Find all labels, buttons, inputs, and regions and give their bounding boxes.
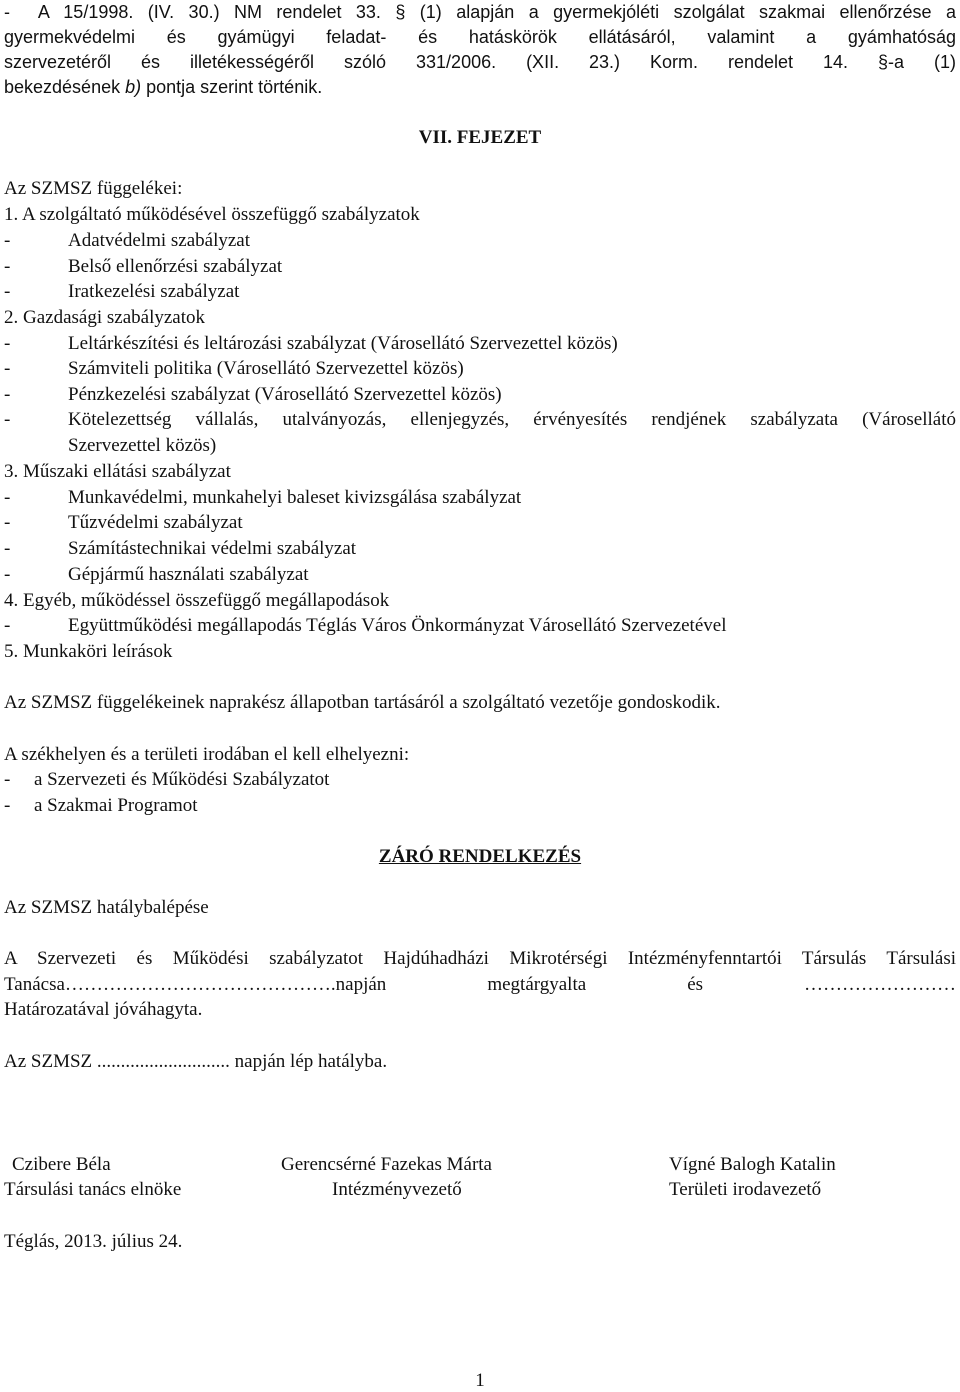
approval-line-3: Határozatával jóváhagyta. [4,999,203,1020]
list-item: - Együttműködési megállapodás Téglás Város Önkormányzat Városellátó Szervezetével [4,615,727,636]
intro-line-3: szervezetéről és illetékességéről szóló 331/2006. (XII. 23.) Korm. rendelet 14. §-a (1) [4,52,956,72]
list-item: - a Szervezeti és Működési Szabályzatot [4,769,330,790]
page-number: 1 [475,1370,485,1391]
list-item-continuation: Szervezettel közös) [68,435,217,456]
list-item: - Számítástechnikai védelmi szabályzat [4,538,357,559]
approval-line-1: A Szervezeti és Működési szabályzatot Hajdúhadházi Mikrotérségi Intézményfenntartói Társulás Társulási [4,948,956,969]
place-date: Téglás, 2013. július 24. [4,1231,183,1252]
signature-name: Gerencsérné Fazekas Márta [281,1154,492,1175]
maintenance-note: Az SZMSZ függelékeinek naprakész állapotban tartásáról a szolgáltató vezetője gondoskodik. [4,692,721,713]
closing-title: ZÁRÓ RENDELKEZÉS [378,846,582,867]
signature-role: Területi irodavezető [669,1179,822,1200]
list-item: - Pénzkezelési szabályzat (Városellátó Szervezettel közös) [4,384,502,405]
signature-role: Intézményvezető [332,1179,462,1200]
list-item: - Munkavédelmi, munkahelyi baleset kivizsgálása szabályzat [4,487,522,508]
appendix-heading: Az SZMSZ függelékei: [4,178,183,199]
appendix-group-title: 1. A szolgáltató működésével összefüggő szabályzatok [4,204,420,225]
list-item: - Kötelezettség vállalás, utalványozás, ellenjegyzés, érvényesítés rendjének szabályzata (Városellátó [4,409,956,430]
approval-line-2: Tanácsa…………………………………….napján megtárgyalta és …………………… [4,974,957,995]
signature-name: Vígné Balogh Katalin [669,1154,836,1175]
list-item: - Leltárkészítési és leltározási szabályzat (Városellátó Szervezettel közös) [4,333,618,354]
appendix-group-title: 2. Gazdasági szabályzatok [4,307,205,328]
appendix-group-title: 5. Munkaköri leírások [4,641,173,662]
chapter-title: VII. FEJEZET [418,127,542,148]
list-item: - Gépjármű használati szabályzat [4,564,309,585]
effective-date: Az SZMSZ ............................ napján lép hatályba. [4,1051,388,1072]
effect-heading: Az SZMSZ hatálybalépése [4,897,209,918]
signature-role: Társulási tanács elnöke [4,1179,182,1200]
appendix-group-title: 4. Egyéb, működéssel összefüggő megállapodások [4,590,390,611]
list-item: - Adatvédelmi szabályzat [4,230,251,251]
list-item: - a Szakmai Programot [4,795,198,816]
intro-line-4: bekezdésének b) pontja szerint történik. [4,77,323,97]
placement-heading: A székhelyen és a területi irodában el kell elhelyezni: [4,744,410,765]
intro-line-2: gyermekvédelmi és gyámügyi feladat- és hatáskörök ellátásáról, valamint a gyámhatóság [4,27,956,47]
list-item: - Iratkezelési szabályzat [4,281,240,302]
appendix-group-title: 3. Műszaki ellátási szabályzat [4,461,231,482]
list-item: - Belső ellenőrzési szabályzat [4,256,283,277]
list-item: - Számviteli politika (Városellátó Szervezettel közös) [4,358,464,379]
signature-name: Czibere Béla [12,1154,111,1175]
list-item: - Tűzvédelmi szabályzat [4,512,243,533]
intro-line-1: - A 15/1998. (IV. 30.) NM rendelet 33. § (1) alapján a gyermekjóléti szolgálat szakmai ellenőrzése a [4,2,956,22]
